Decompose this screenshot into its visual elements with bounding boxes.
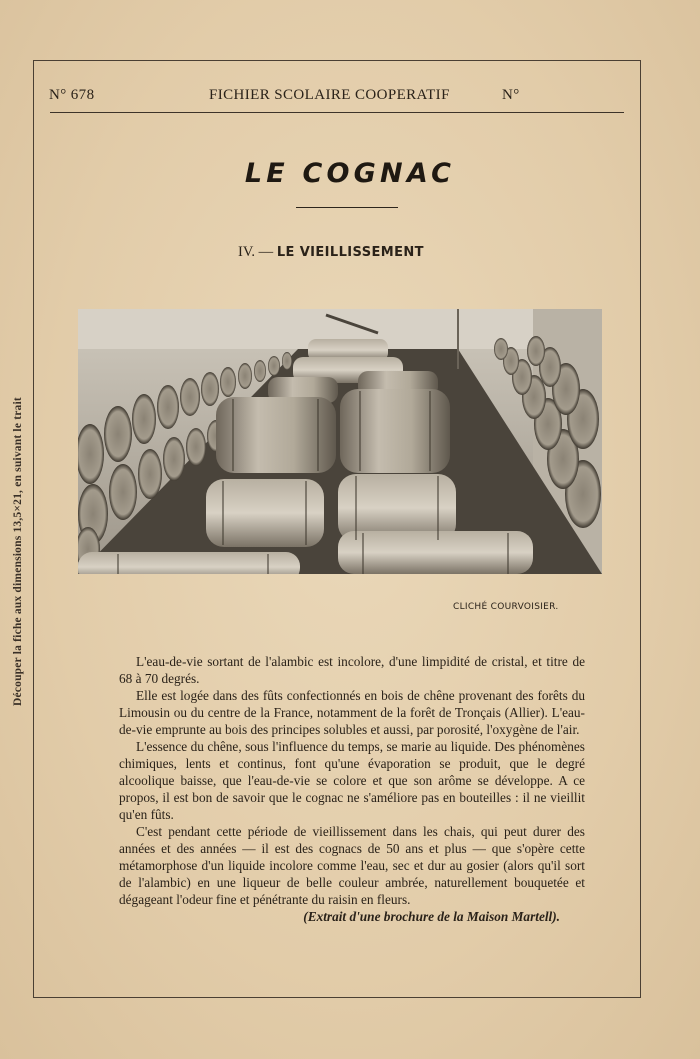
page-title: LE COGNAC [244, 158, 456, 189]
header-divider [50, 112, 624, 113]
cellar-photo-illustration [78, 309, 602, 574]
card-number-blank: N° [502, 87, 520, 103]
cellar-photograph [78, 309, 602, 574]
series-title: FICHIER SCOLAIRE COOPERATIF [209, 87, 450, 103]
cutting-instruction: Découper la fiche aux dimensions 13,5×21, en suivant le trait [12, 397, 24, 706]
article-body [119, 653, 585, 925]
paragraph: C'est pendant cette période de vieillissement dans les chais, qui peut durer des années et des années — il est des cognacs de 50 ans et plus — que s'opère cette métamorphose d'un liquide incolore comme l'eau, sec et dur au gosier (alors qu'il sort de l'alambic) en une liqueur de belle couleur ambrée, naturellement bouquetée et dégageant l'odeur fine et pénétrante du raisin en fleurs. [119, 824, 585, 907]
subtitle-text: LE VIEILLISSEMENT [276, 245, 424, 260]
photo-credit: CLICHÉ COURVOISIER. [453, 602, 559, 612]
paragraph: Elle est logée dans des fûts confectionnés en bois de chêne provenant des forêts du Limousin ou du centre de la France, notamment de la forêt de Tronçais (Allier). L'eau-de-vie emprunte au bois des principes solubles et aussi, par porosité, l'oxygène de l'air. [119, 688, 585, 737]
subtitle-numeral: IV. — [238, 244, 274, 260]
source-citation: (Extrait d'une brochure de la Maison Martell). [303, 909, 560, 924]
section-subtitle [238, 244, 424, 261]
title-underline [296, 207, 398, 208]
card-number: N° 678 [49, 87, 95, 103]
paragraph: L'essence du chêne, sous l'influence du temps, se marie au liquide. Des phénomènes chimiques, lents et continus, font qu'une évaporation se produit, que le degré alcoolique baisse, que l'eau-de-vie se colore et que son arôme se développe. A ce propos, il est bon de savoir que le cognac ne s'améliore pas en bouteilles : il ne vieillit qu'en fûts. [119, 739, 585, 822]
paragraph: L'eau-de-vie sortant de l'alambic est incolore, d'une limpidité de cristal, et titre de 68 à 70 degrés. [119, 654, 585, 686]
